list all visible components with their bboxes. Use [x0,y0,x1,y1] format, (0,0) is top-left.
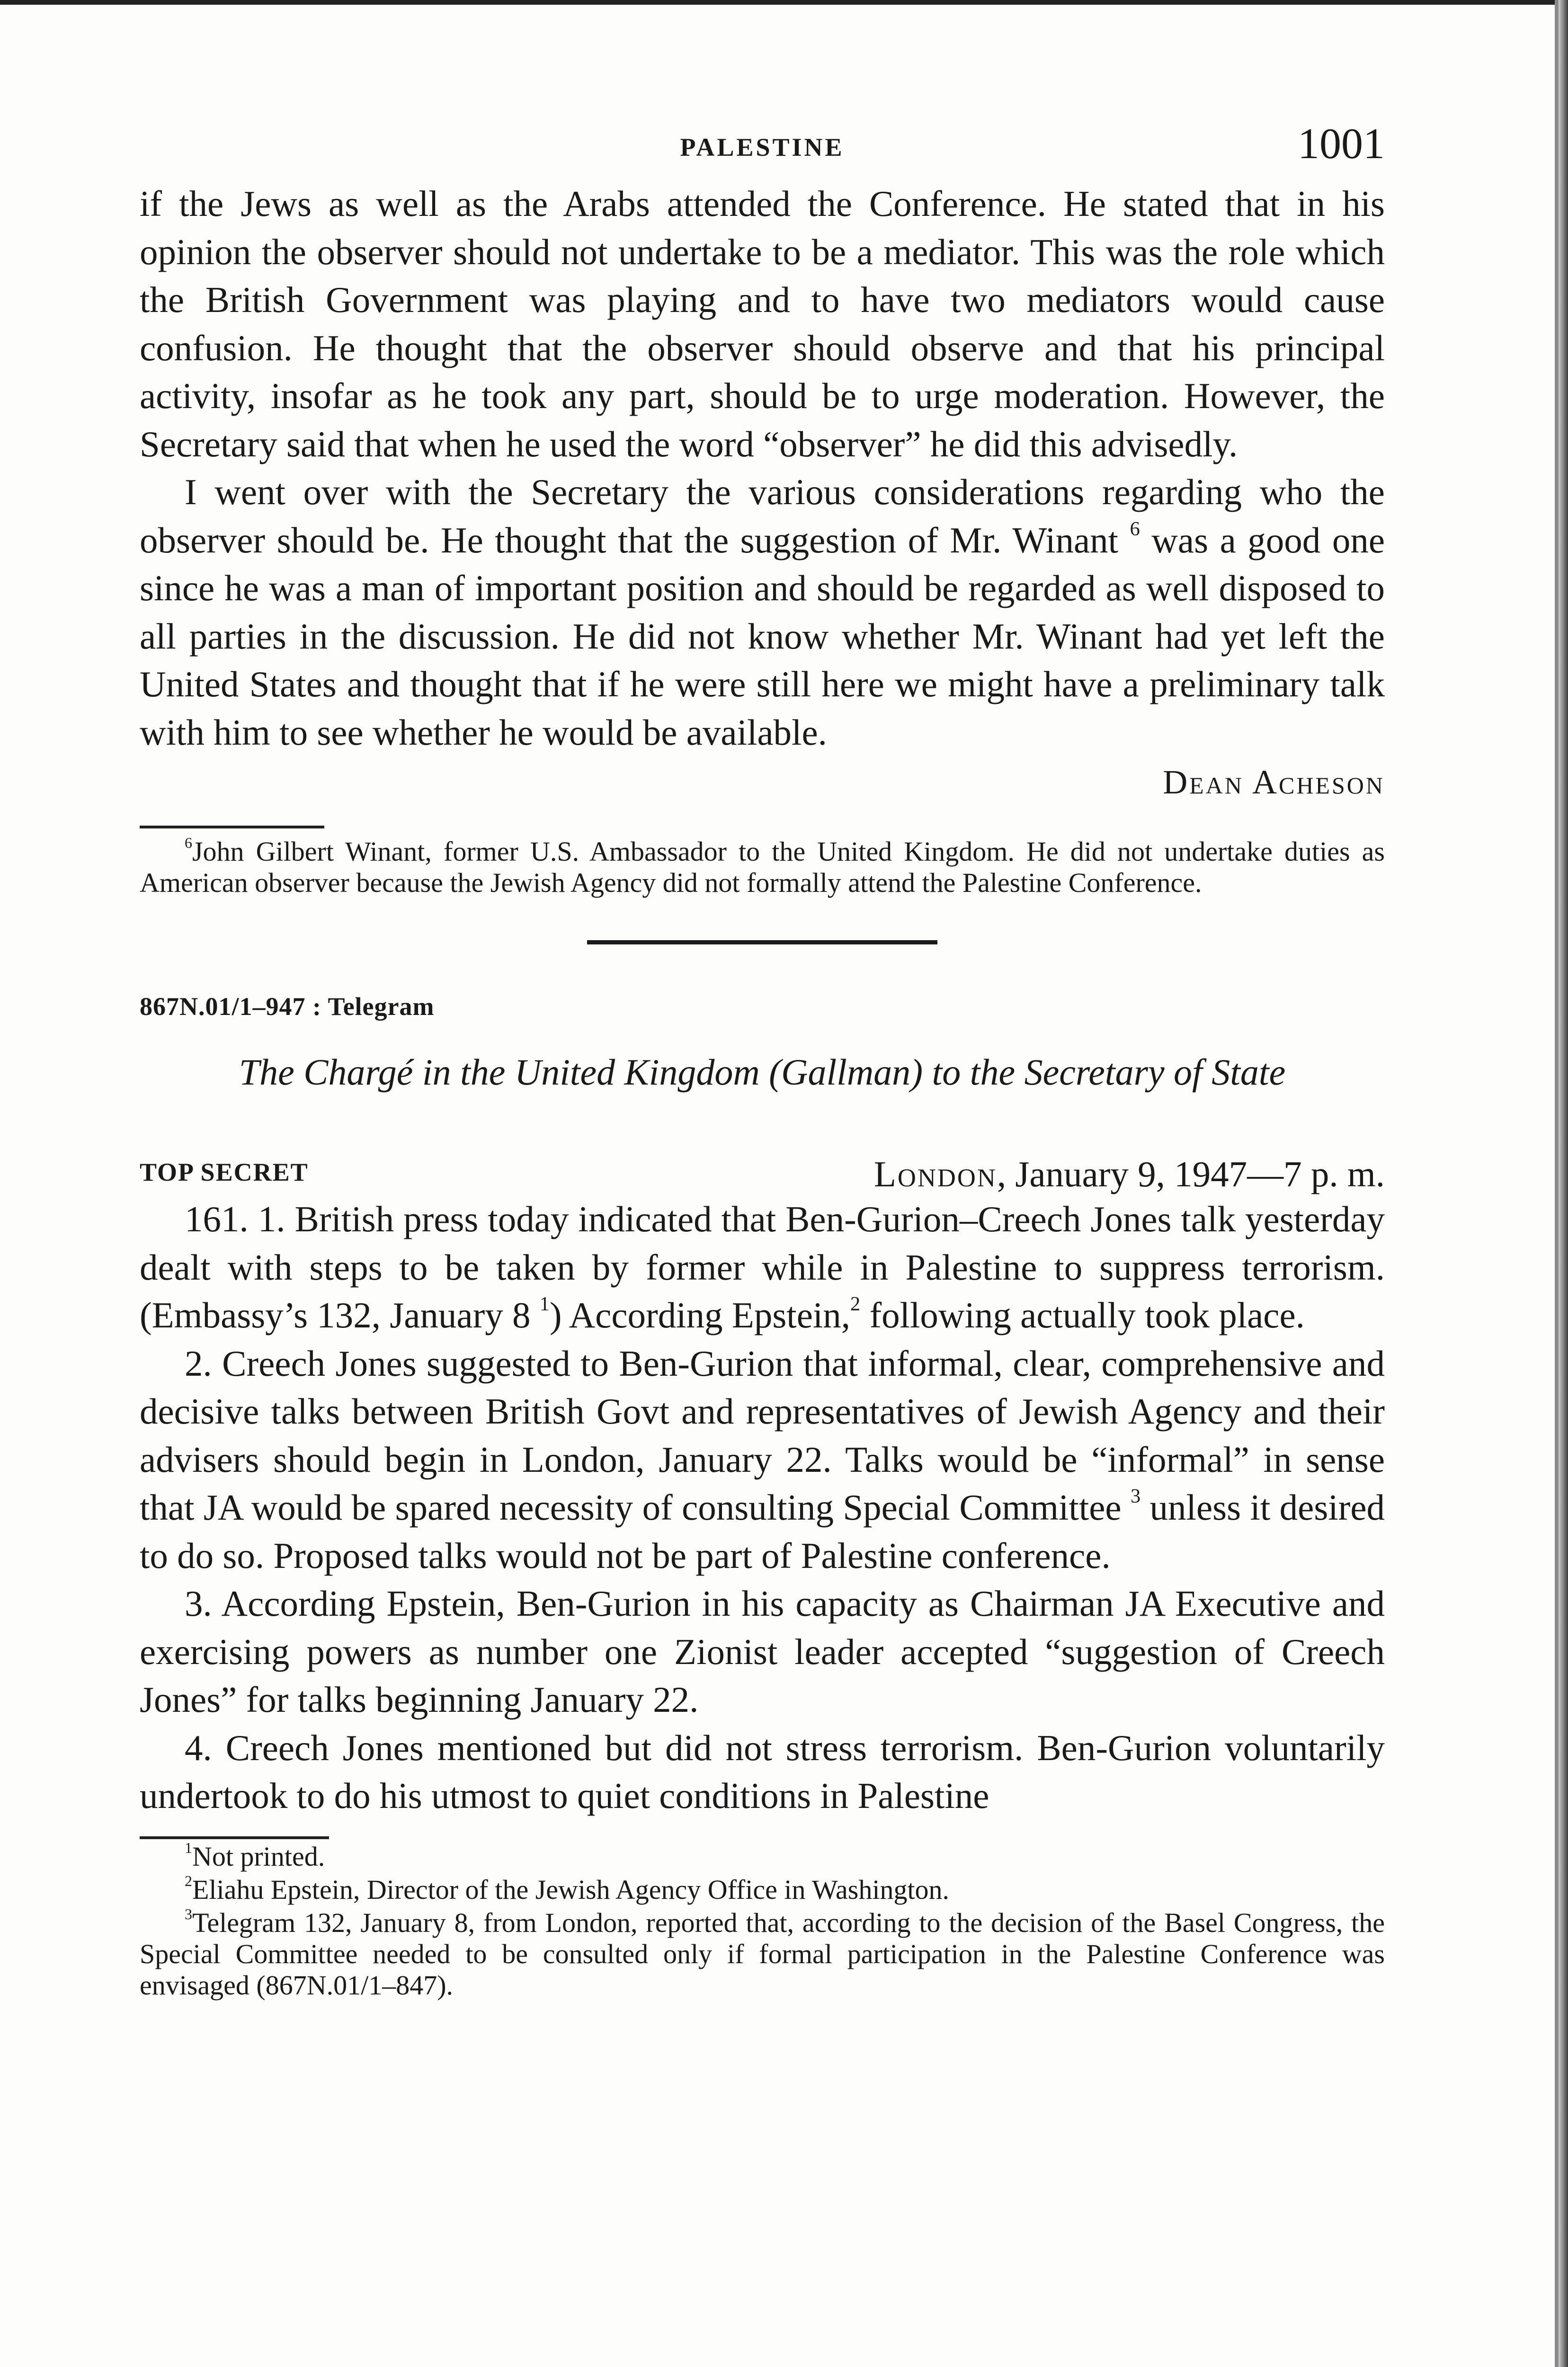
page-number: 1001 [1298,119,1385,168]
section-divider [587,940,937,944]
footnote-2 [140,1872,1385,1905]
footnote-marker: 6 [185,834,192,851]
p2-text-a: 2. Creech Jones suggested to Ben-Gurion that informal, clear, comprehensive and decisive talks between British Govt and representatives of Jewish Agency and their advisers should begin in London, January 22. Talks would be “informal” in sense that JA would be spared necessity of consulting Special Committee [140,1343,1385,1528]
footnote-ref-6: 6 [1130,517,1140,540]
telegram-body [140,1195,1385,1820]
date: , January 9, 1947—7 p. m. [997,1154,1385,1194]
memo-paragraph-2-start: I went over with the Secretary the various considerations regarding who the observer should be. He thought that the suggestion of Mr. Winant [140,472,1385,561]
page-header [140,109,1385,180]
footnote-text: John Gilbert Winant, former U.S. Ambassador to the United Kingdom. He did not undertake duties as American observer because the Jewish Agency did not formally attend the Palestine Conference. [140,836,1385,898]
page-edge [1559,0,1568,2367]
footnote-1 [140,1839,1385,1872]
p2-text-b: unless it desired to do so. Proposed talks would not be part of Palestine conference. [140,1487,1385,1576]
city: London [873,1154,997,1194]
footnote-6 [140,828,1385,899]
place-date [874,1153,1385,1195]
document-page [140,109,1385,2001]
page-edge-shadow [1555,0,1559,2367]
dateline [140,1143,1385,1195]
telegram-paragraph-4: 4. Creech Jones mentioned but did not stress terrorism. Ben-Gurion voluntarily undertook to do his utmost to quiet conditions in Palestine [140,1727,1385,1816]
p1-text-c: following actually took place. [860,1295,1305,1335]
footnote-text: Eliahu Epstein, Director of the Jewish Agency Office in Washington. [192,1874,950,1905]
memo-paragraph-2-end: was a good one since he was a man of important position and should be regarded as well disposed to all parties in the discussion. He did not know whether Mr. Winant had yet left the United States and thought that if he were still here we might have a preliminary talk with him to see whether he would be available. [140,519,1385,753]
footnote-marker: 2 [185,1872,192,1889]
file-reference: 867N.01/1–947 : Telegram [140,992,435,1021]
footnote-ref-1: 1 [539,1293,550,1316]
running-head: PALESTINE [680,133,845,161]
footnote-3 [140,1905,1385,2001]
memo-body [140,180,1385,756]
footnote-text: Telegram 132, January 8, from London, reported that, according to the decision of the Basel Congress, the Special Committee needed to be consulted only if formal participation in the Palestine Conference was envisaged (867N.01/1–847). [140,1907,1385,2001]
p1-text-a: 161. 1. British press today indicated that Ben-Gurion–Creech Jones talk yesterday dealt with steps to be taken by former while in Palestine to suppress terrorism. (Embassy’s 132, January 8 [140,1199,1385,1335]
p1-text-b: ) According Epstein, [549,1295,851,1335]
classification: TOP SECRET [140,1158,309,1186]
page-top-border [0,0,1568,5]
footnote-ref-2: 2 [850,1293,861,1316]
signature: Dean Acheson [1163,763,1385,801]
memo-paragraph-1: if the Jews as well as the Arabs attended the Conference. He stated that in his opinion the observer should not undertake to be a mediator. This was the role which the British Government was playing and to have two mediators would cause confusion. He thought that the observer should observe and that his principal activity, insofar as he took any part, should be to urge moderation. However, the Secretary said that when he used the word “observer” he did this advisedly. [140,183,1385,464]
footnote-marker: 1 [185,1839,192,1856]
footnote-marker: 3 [185,1905,192,1922]
memo-paragraph-2 [140,468,1385,756]
footnote-ref-3: 3 [1130,1485,1141,1508]
telegram-paragraph-3: 3. According Epstein, Ben-Gurion in his capacity as Chairman JA Executive and exercising powers as number one Zionist leader accepted “suggestion of Creech Jones” for talks beginning January 22. [140,1583,1385,1720]
telegram-paragraph-1 [140,1195,1385,1340]
footnote-text: Not printed. [192,1841,325,1872]
telegram-paragraph-2 [140,1340,1385,1580]
document-title: The Chargé in the United Kingdom (Gallman) to the Secretary of State [239,1051,1286,1093]
